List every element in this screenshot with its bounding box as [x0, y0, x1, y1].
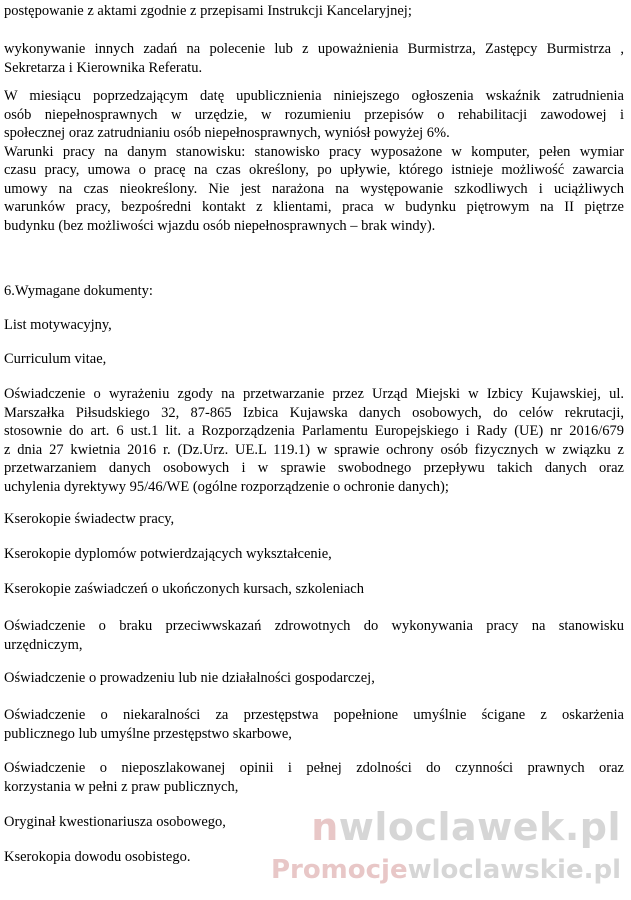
watermark-text: Promocje [270, 855, 408, 885]
text-line: W miesiącu poprzedzającym datę upublicznienia niniejszego ogłoszenia wskaźnik zatrudnienia [4, 88, 624, 104]
text-line: Kserokopie dyplomów potwierdzających wykształcenie, [4, 546, 332, 562]
list-item-cv [4, 350, 624, 369]
text-line: Oświadczenie o wyrażeniu zgody na przetwarzanie przez Urząd Miejski w Izbicy Kujawskiej, ul. [4, 386, 624, 402]
text-line: publicznego lub umyślne przestępstwo skarbowe, [4, 725, 292, 742]
watermark-site-promo [271, 852, 621, 888]
text-line: z dnia 27 kwietnia 2016 r. (Dz.Urz. UE.L 119.1) w sprawie ochrony osób fizycznych w związku z [4, 441, 624, 458]
text-line: stosownie do art. 6 ust.1 lit. a Rozporządzenia Parlamentu Europejskiego i Rady (UE) nr 2016/679 [4, 423, 624, 439]
watermark-text: n [311, 805, 339, 849]
watermark [263, 804, 623, 896]
text-line: Kserokopie świadectw pracy, [4, 511, 175, 527]
text-line: korzystania w pełni z praw publicznych, [4, 778, 239, 795]
text-line: Kserokopia dowodu osobistego. [4, 849, 191, 865]
text-line: warunków pracy, bezpośredni kontakt z klientami, praca w budynku piętrowym na II piętrze [4, 199, 624, 215]
paragraph-archive-duty [4, 2, 624, 21]
text-line: Oświadczenie o braku przeciwwskazań zdrowotnych do wykonywania pracy na stanowisku [4, 618, 624, 634]
list-item-health-statement [4, 617, 624, 654]
section-heading-required-documents [4, 282, 624, 301]
text-line: urzędniczym, [4, 636, 83, 653]
text-line: społecznej oraz zatrudnianiu osób niepełnosprawnych, wyniósł powyżej 6%. [4, 125, 450, 141]
text-line: Oświadczenie o nieposzlakowanej opinii i pełnej zdolności do czynności prawnych oraz [4, 760, 624, 776]
list-item-work-certificates [4, 510, 624, 529]
list-item-cover-letter [4, 316, 624, 335]
text-line: Oświadczenie o prowadzeniu lub nie działalności gospodarczej, [4, 670, 375, 686]
watermark-site-name [311, 804, 621, 850]
text-line: Oświadczenie o niekaralności za przestępstwa popełnione umyślnie ścigane z oskarżenia [4, 707, 624, 723]
text-line: Kserokopie zaświadczeń o ukończonych kursach, szkoleniach [4, 581, 364, 597]
text-line: budynku (bez możliwości wjazdu osób niepełnosprawnych – brak windy). [4, 217, 436, 234]
list-item-business-statement [4, 669, 624, 688]
list-item-legal-capacity-statement [4, 759, 624, 796]
text-line: List motywacyjny, [4, 317, 112, 333]
text-line: Oryginał kwestionariusza osobowego, [4, 814, 226, 830]
paragraph-other-tasks [4, 40, 624, 77]
text-line: 6.Wymagane dokumenty: [4, 283, 153, 299]
text-line: Warunki pracy na danym stanowisku: stanowisko pracy wyposażone w komputer, pełen wymiar [4, 143, 624, 160]
text-line: Curriculum vitae, [4, 351, 107, 367]
text-line: wykonywanie innych zadań na polecenie lub z upoważnienia Burmistrza, Zastępcy Burmistrza , [4, 41, 624, 57]
paragraph-employment-conditions [4, 87, 624, 235]
list-item-course-certificates [4, 580, 624, 599]
list-item-diplomas [4, 545, 624, 564]
text-line: umowy na czas nieokreślony. Nie jest narażona na występowanie szkodliwych i uciążliwych [4, 180, 624, 197]
text-line: Sekretarza i Kierownika Referatu. [4, 59, 203, 76]
watermark-text: wloclawskie.pl [407, 855, 621, 885]
watermark-text: wloclawek.pl [338, 805, 621, 849]
text-line: osób niepełnosprawnych w urzędzie, w rozumieniu przepisów o rehabilitacji zawodowej i [4, 106, 624, 123]
text-line: uchylenia dyrektywy 95/46/WE (ogólne rozporządzenie o ochronie danych); [4, 478, 449, 495]
list-item-criminal-record-statement [4, 706, 624, 743]
text-line: Marszałka Piłsudskiego 32, 87-865 Izbica Kujawska danych osobowych, do celów rekrutacji, [4, 404, 624, 421]
text-line: czasu pracy, umowa o pracę na czas określony, po upływie, którego istnieje możliwość zawarcia [4, 162, 624, 178]
text-line: postępowanie z aktami zgodnie z przepisami Instrukcji Kancelaryjnej; [4, 3, 412, 19]
text-line: przetwarzaniem danych osobowych i w sprawie swobodnego przepływu takich danych oraz [4, 460, 624, 476]
list-item-consent-statement [4, 385, 624, 496]
